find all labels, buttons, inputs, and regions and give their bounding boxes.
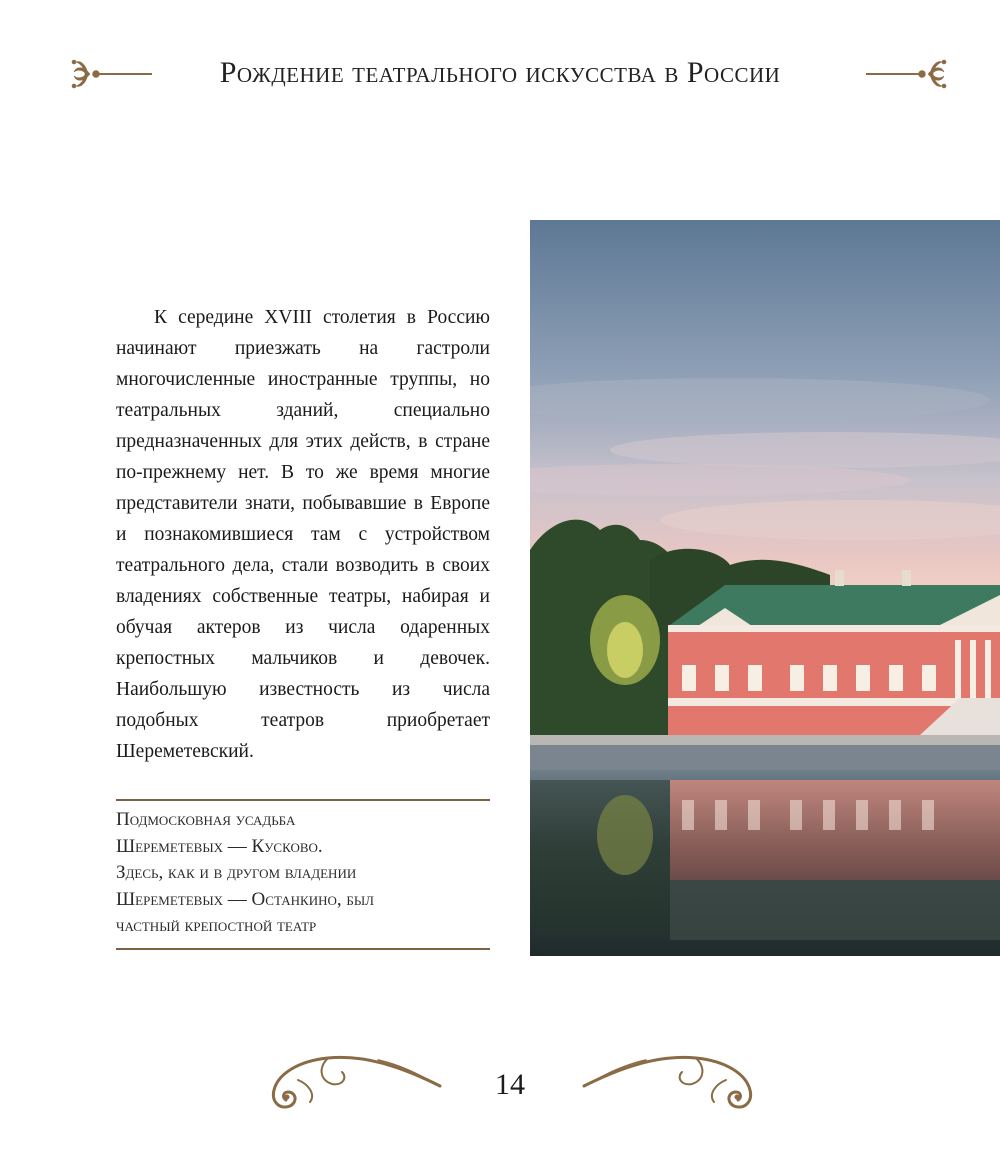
caption-line: частный крепостной театр [116,915,317,936]
kuskovo-estate-photo [530,220,1000,956]
swirl-ornament-right-icon [580,1050,766,1116]
caption-line: Шереметевых — Останкино, был [116,888,374,910]
page-number: 14 [495,1068,525,1101]
caption-line: Подмосковная усадьба [116,809,296,830]
caption-line: Шереметевых — Кусково. [116,835,323,857]
caption-line: Здесь, как и в другом владении [116,862,357,883]
fleur-ornament-right-icon [864,58,948,90]
photo-caption [116,799,490,950]
body-paragraph: К середине XVIII столетия в Россию начинают приезжать на гастроли многочисленные иностранные труппы, но театральных зданий, специально предназначенных для этих действ, в стране по-прежнему нет. В то же время многие представители знати, побывавшие в Европе и познакомившиеся там с устройством театрального дела, стали возводить в своих владениях собственные театры, набирая и обучая актеров из числа одаренных крепостных мальчиков и девочек. Наибольшую известность из числа подобных театров приобретает Шереметевский. [116,306,490,762]
page-header [0,40,1000,110]
swirl-ornament-left-icon [258,1050,444,1116]
page-title: Рождение театрального искусства в России [219,56,781,89]
